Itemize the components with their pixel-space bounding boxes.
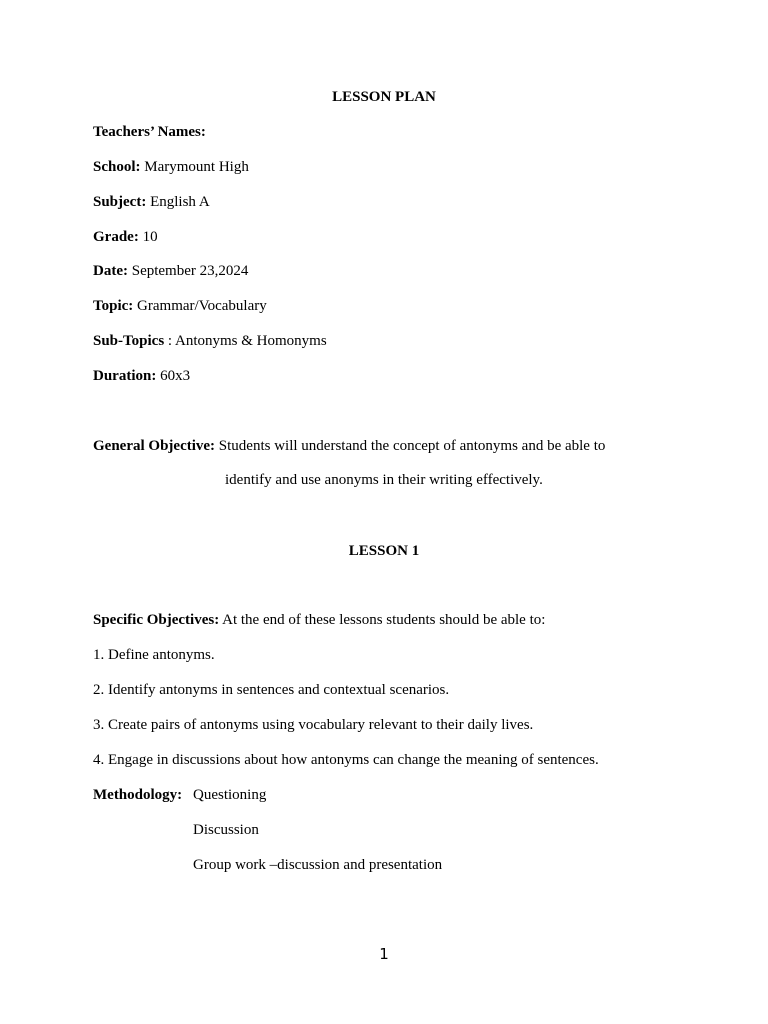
field-label: Topic:	[93, 298, 134, 314]
general-objective-text: Students will understand the concept of antonyms and be able to	[215, 438, 606, 454]
field-duration	[93, 367, 190, 385]
general-objective-label: General Objective:	[93, 438, 216, 454]
field-label: Duration:	[93, 368, 157, 384]
field-sub-topics	[93, 332, 327, 350]
methodology-item: Group work –discussion and presentation	[193, 857, 443, 873]
methodology-label: Methodology:	[93, 787, 183, 803]
objective-item: 2. Identify antonyms in sentences and contextual scenarios.	[93, 682, 450, 698]
field-topic	[93, 297, 267, 315]
objective-item: 4. Engage in discussions about how antonyms can change the meaning of sentences.	[93, 752, 599, 768]
field-label: Subject:	[93, 194, 147, 210]
field-grade	[93, 228, 158, 246]
field-value: September 23,2024	[127, 263, 249, 279]
methodology-item: Discussion	[193, 822, 259, 838]
field-label: School:	[93, 159, 141, 175]
field-value: English A	[146, 194, 210, 210]
field-date	[93, 262, 248, 280]
lesson-heading: LESSON 1	[348, 543, 420, 559]
field-label: Sub-Topics	[93, 333, 165, 349]
document-title: LESSON PLAN	[332, 89, 436, 105]
specific-objectives-intro: At the end of these lessons students should be able to:	[219, 612, 546, 628]
field-label: Grade:	[93, 229, 139, 245]
field-value: : Antonyms & Homonyms	[164, 333, 327, 349]
page-number: 1	[379, 945, 389, 963]
general-objective-continuation: identify and use anonyms in their writing effectively.	[225, 472, 543, 488]
field-school	[93, 158, 249, 176]
field-teachers-names	[93, 123, 206, 141]
field-subject	[93, 193, 210, 211]
field-label: Date:	[93, 263, 128, 279]
field-label: Teachers’ Names:	[93, 124, 206, 140]
objective-item: 3. Create pairs of antonyms using vocabulary relevant to their daily lives.	[93, 717, 534, 733]
methodology-item: Questioning	[193, 787, 267, 803]
specific-objectives-label: Specific Objectives:	[93, 612, 220, 628]
field-value: 10	[138, 229, 158, 245]
field-value: Grammar/Vocabulary	[133, 298, 267, 314]
field-value: 60x3	[156, 368, 191, 384]
general-objective	[93, 437, 605, 455]
objective-item: 1. Define antonyms.	[93, 647, 215, 663]
field-value: Marymount High	[140, 159, 249, 175]
specific-objectives	[93, 611, 545, 629]
